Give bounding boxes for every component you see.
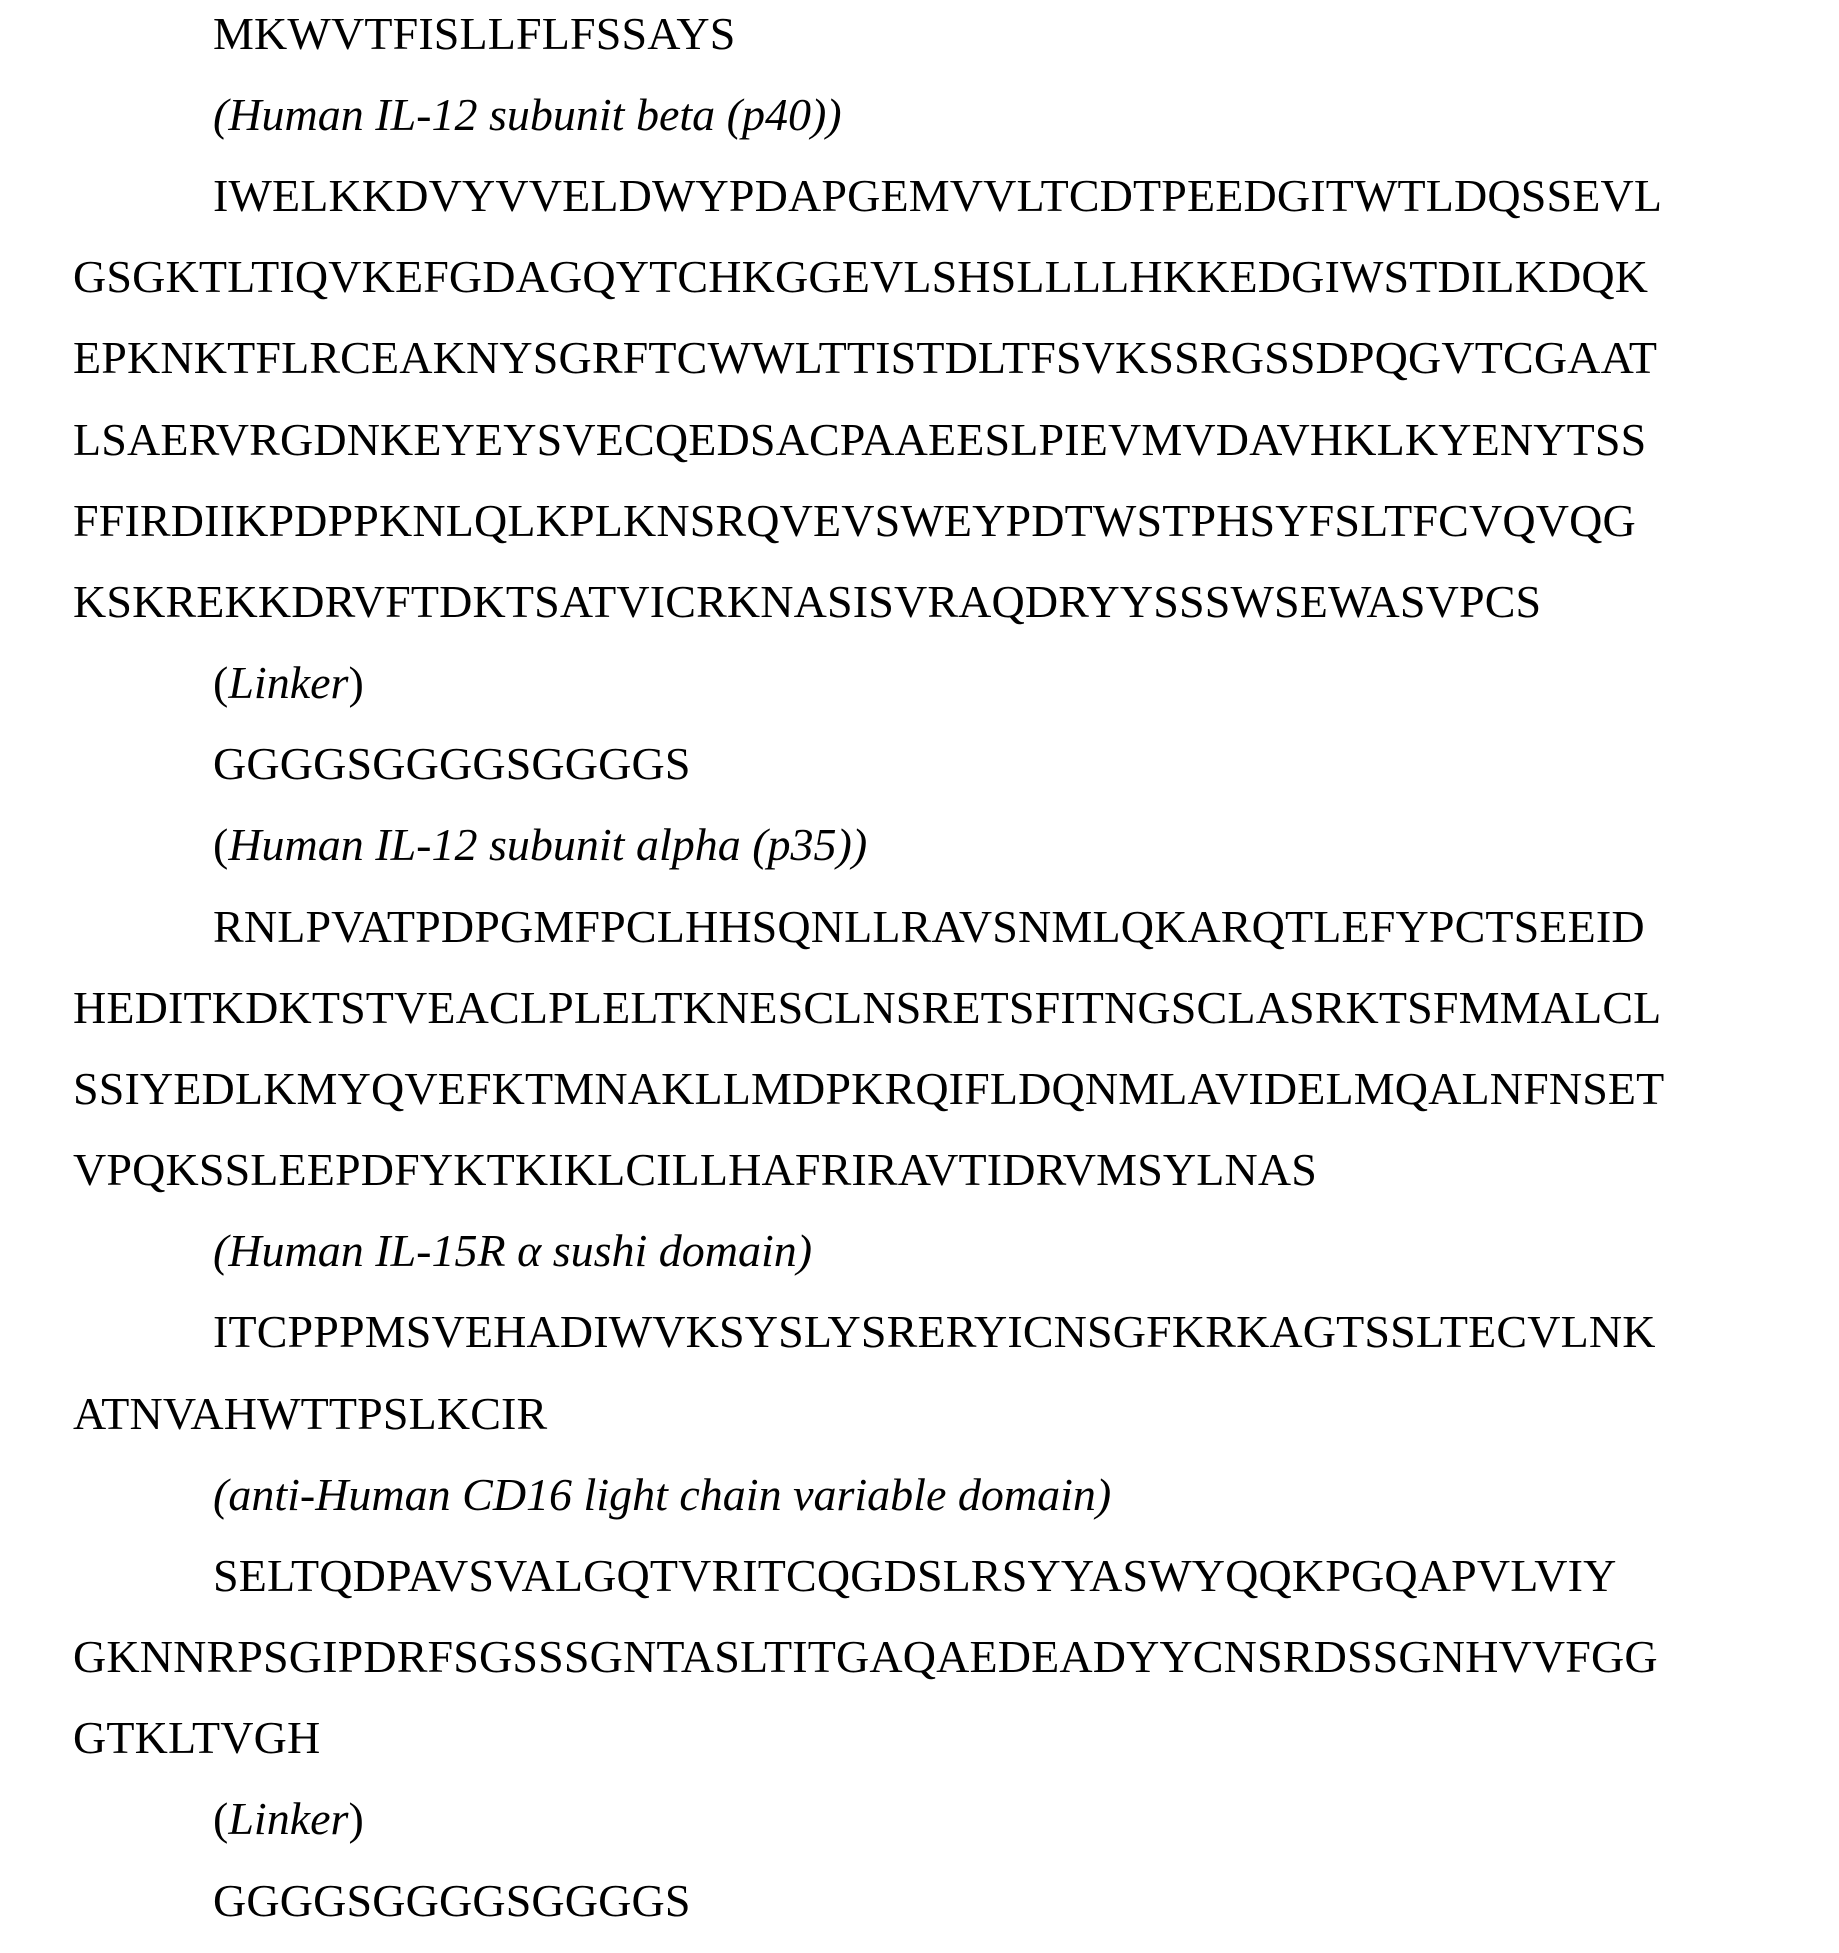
sequence-line-il12-p40-1: IWELKKDVYVVELDWYPDAPGEMVVLTCDTPEEDGITWTLDQSSEVL: [213, 170, 1663, 221]
section-label-il12-p35: [213, 819, 868, 870]
sequence-line-il12-p35-1: RNLPVATPDPGMFPCLHHSQNLLRAVSNMLQKARQTLEFYPCTSEEID: [213, 901, 1645, 952]
signal-peptide-sequence: MKWVTFISLLFLFSSAYS: [213, 8, 736, 59]
section-label-linker-1: [213, 657, 364, 708]
sequence-line-linker-1: GGGGSGGGGSGGGGS: [213, 738, 691, 789]
label-text: Human IL-12 subunit alpha (p35)): [228, 819, 868, 870]
section-label-cd16-vl: [213, 1469, 1112, 1520]
label-text: Linker: [228, 657, 349, 708]
sequence-line-il12-p40-2: GSGKTLTIQVKEFGDAGQYTCHKGGEVLSHSLLLLHKKEDGIWSTDILKDQK: [73, 251, 1649, 302]
sequence-line-il12-p40-3: EPKNKTFLRCEAKNYSGRFTCWWLTTISTDLTFSVKSSRGSSDPQGVTCGAAT: [73, 332, 1658, 383]
sequence-line-cd16-vl-2: GKNNRPSGIPDRFSGSSSGNTASLTITGAQAEDEADYYCNSRDSSGNHVVFGG: [73, 1631, 1658, 1682]
label-text: Linker: [228, 1793, 349, 1844]
sequence-line-il12-p35-3: SSIYEDLKMYQVEFKTMNAKLLMDPKRQIFLDQNMLAVIDELMQALNFNSET: [73, 1063, 1665, 1114]
label-open-paren: (: [213, 657, 229, 708]
label-open-paren: (: [213, 1793, 229, 1844]
label-close-paren: ): [348, 657, 364, 708]
label-text: (anti-Human CD16 light chain variable domain): [213, 1469, 1112, 1520]
sequence-line-il12-p35-2: HEDITKDKTSTVEACLPLELTKNESCLNSRETSFITNGSCLASRKTSFMMALCL: [73, 982, 1662, 1033]
sequence-line-cd16-vl-3: GTKLTVGH: [73, 1712, 321, 1763]
sequence-line-linker-2: GGGGSGGGGSGGGGS: [213, 1875, 691, 1926]
sequence-line-cd16-vl-1: SELTQDPAVSVALGQTVRITCQGDSLRSYYASWYQQKPGQAPVLVIY: [213, 1550, 1617, 1601]
label-open-paren: (: [213, 819, 229, 870]
section-label-il15ra-sushi: [213, 1225, 813, 1276]
sequence-line-il12-p40-5: FFIRDIIKPDPPKNLQLKPLKNSRQVEVSWEYPDTWSTPHSYFSLTFCVQVQG: [73, 495, 1636, 546]
sequence-line-il12-p35-4: VPQKSSLEEPDFYKTKIKLCILLHAFRIRAVTIDRVMSYLNAS: [73, 1144, 1318, 1195]
label-text: (Human IL-15R α sushi domain): [213, 1225, 813, 1276]
sequence-line-il15ra-sushi-2: ATNVAHWTTPSLKCIR: [73, 1388, 548, 1439]
section-label-il12-p40: [213, 89, 842, 140]
sequence-line-il12-p40-4: LSAERVRGDNKEYEYSVECQEDSACPAAEESLPIEVMVDAVHKLKYENYTSS: [73, 414, 1647, 465]
label-text: (Human IL-12 subunit beta (p40)): [213, 89, 842, 140]
section-label-linker-2: [213, 1793, 364, 1844]
sequence-line-il12-p40-6: KSKREKKDRVFTDKTSATVICRKNASISVRAQDRYYSSSWSEWASVPCS: [73, 576, 1542, 627]
sequence-line-il15ra-sushi-1: ITCPPPMSVEHADIWVKSYSLYSRERYICNSGFKRKAGTSSLTECVLNK: [213, 1306, 1656, 1357]
label-close-paren: ): [348, 1793, 364, 1844]
